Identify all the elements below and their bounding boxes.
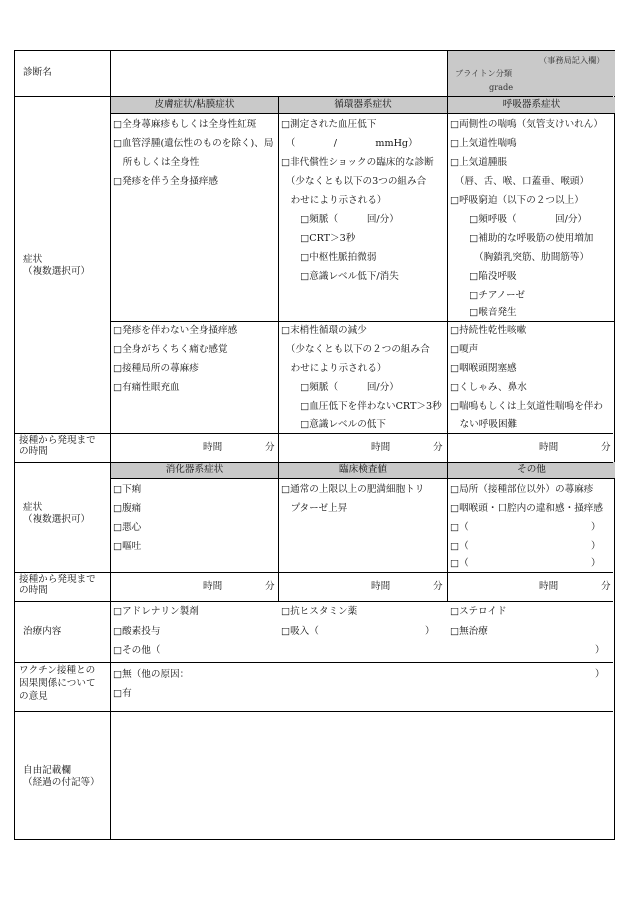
other-close-paren: ） xyxy=(591,558,601,569)
onset-hour-unit: 時間 xyxy=(539,581,559,592)
other-item[interactable]: □咽喉頭・口腔内の違和感・掻痒感 xyxy=(450,503,603,514)
skin-minor-item[interactable]: □全身がちくちく痛む感覚 xyxy=(113,344,228,355)
resp-major-item[interactable]: □呼吸窮迫（以下の２つ以上） xyxy=(450,195,584,206)
symptoms-label xyxy=(23,254,111,278)
treatment-inhalation-close: ） xyxy=(425,626,435,637)
grade-label: grade xyxy=(489,82,514,92)
circ-major-item[interactable]: □非代償性ショックの臨床的な診断 xyxy=(281,157,434,168)
other-close-paren: ） xyxy=(591,541,601,552)
treatment-other-close: ） xyxy=(595,645,605,656)
skin-major-item[interactable]: □発疹を伴う全身掻痒感 xyxy=(113,176,219,187)
treatment-antihistamine[interactable]: □抗ヒスタミン薬 xyxy=(281,606,358,617)
causality-none[interactable]: □無（他の原因： xyxy=(113,669,190,680)
onset-minute-unit: 分 xyxy=(601,581,611,592)
header-respiratory: 呼吸器系症状 xyxy=(502,99,561,110)
treatment-none[interactable]: □無治療 xyxy=(450,626,488,637)
resp-minor-item[interactable]: □嗄声 xyxy=(450,344,479,355)
resp-major-item[interactable]: □頻呼吸（ 回/分） xyxy=(450,214,588,225)
other-item[interactable]: □（ xyxy=(450,541,469,552)
resp-major-item: （胸鎖乳突筋、肋間筋等） xyxy=(450,252,590,263)
resp-minor-item[interactable]: □喘鳴もしくは上気道性喘鳴を伴わ xyxy=(450,401,603,412)
circ-major-item: わせにより示される） xyxy=(281,195,387,206)
treatment-steroid[interactable]: □ステロイド xyxy=(450,606,507,617)
treatment-inhalation[interactable]: □吸入（ xyxy=(281,626,319,637)
header-gi: 消化器系症状 xyxy=(165,464,224,475)
skin-major-item[interactable]: □全身蕁麻疹もしくは全身性紅斑 xyxy=(113,119,257,130)
onset-hour-unit: 時間 xyxy=(203,581,223,592)
resp-major-item[interactable]: □喉音発生 xyxy=(450,307,517,318)
treatment-other[interactable]: □その他（ xyxy=(113,645,161,656)
onset-hour-unit: 時間 xyxy=(203,442,223,453)
circ-major-item: （ / mmHg） xyxy=(281,138,418,149)
circ-major-item: （少なくとも以下の3つの組み合 xyxy=(281,176,427,187)
diagnosis-label: 診断名 xyxy=(23,67,52,78)
header-lab: 臨床検査値 xyxy=(339,464,387,475)
resp-minor-item: ない呼吸困難 xyxy=(450,419,518,430)
skin-minor-item[interactable]: □接種局所の蕁麻疹 xyxy=(113,363,199,374)
treatment-label: 治療内容 xyxy=(23,626,62,637)
gi-item[interactable]: □腹痛 xyxy=(113,503,142,514)
circ-major-item[interactable]: □頻脈（ 回/分） xyxy=(281,214,399,225)
rule xyxy=(111,321,614,322)
circ-major-item[interactable]: □測定された血圧低下 xyxy=(281,119,377,130)
rule xyxy=(15,433,613,434)
causality-label-line: の意見 xyxy=(19,691,48,702)
rule xyxy=(111,478,614,479)
header-circulatory: 循環器系症状 xyxy=(334,99,392,110)
onset-label-line: 接種から発現まで xyxy=(19,435,96,446)
symptoms-label-line: （複数選択可） xyxy=(23,266,91,277)
header-other: その他 xyxy=(517,464,546,475)
symptoms-label-2 xyxy=(23,502,111,526)
gi-item[interactable]: □下痢 xyxy=(113,484,142,495)
onset-hour-unit: 時間 xyxy=(539,442,559,453)
resp-major-item[interactable]: □上気道腫脹 xyxy=(450,157,508,168)
onset-minute-unit: 分 xyxy=(265,581,275,592)
treatment-adrenaline[interactable]: □アドレナリン製剤 xyxy=(113,606,199,617)
causality-none-close: ） xyxy=(595,669,605,680)
rule xyxy=(447,51,448,96)
symptoms-label-line: 症状 xyxy=(23,254,43,265)
rule xyxy=(278,97,279,462)
lab-item: プターゼ上昇 xyxy=(281,503,348,514)
onset-minute-unit: 分 xyxy=(265,442,275,453)
free-text-label xyxy=(23,765,111,789)
onset-label xyxy=(19,435,111,457)
resp-minor-item[interactable]: □くしゃみ、鼻水 xyxy=(450,382,527,393)
free-text-area[interactable] xyxy=(112,713,612,837)
symptoms-label-line: 症状 xyxy=(23,502,43,513)
other-item[interactable]: □（ xyxy=(450,522,469,533)
resp-major-item: （唇、舌、喉、口蓋垂、喉頭） xyxy=(450,176,590,187)
skin-major-item[interactable]: □血管浮腫(遺伝性のものを除く)、局 xyxy=(113,138,274,149)
circ-minor-item[interactable]: □意識レベルの低下 xyxy=(281,419,387,430)
resp-minor-item[interactable]: □持続性乾性咳嗽 xyxy=(450,325,527,336)
office-use-note: （事務局記入欄） xyxy=(539,55,605,65)
rule xyxy=(15,601,613,602)
rule xyxy=(278,462,279,601)
gi-item[interactable]: □悪心 xyxy=(113,522,142,533)
skin-minor-item[interactable]: □発疹を伴わない全身掻痒感 xyxy=(113,325,238,336)
lab-item[interactable]: □通常の上限以上の肥満細胞トリ xyxy=(281,484,425,495)
causality-label xyxy=(19,664,111,703)
other-item[interactable]: □局所（接種部位以外）の蕁麻疹 xyxy=(450,484,594,495)
circ-major-item[interactable]: □意識レベル低下/消失 xyxy=(281,271,399,282)
rule xyxy=(15,572,613,573)
onset-minute-unit: 分 xyxy=(601,442,611,453)
causality-label-line: ワクチン接種との xyxy=(19,665,96,676)
skin-major-item: 所もしくは全身性 xyxy=(113,157,200,168)
causality-yes[interactable]: □有 xyxy=(113,688,132,699)
onset-minute-unit: 分 xyxy=(433,581,443,592)
reaction-report-form xyxy=(14,50,615,840)
circ-minor-item[interactable]: □血圧低下を伴わないCRT＞3秒 xyxy=(281,401,442,412)
circ-minor-item: （少なくとも以下の２つの組み合 xyxy=(281,344,430,355)
onset-hour-unit: 時間 xyxy=(371,442,391,453)
rule xyxy=(15,662,613,663)
onset-hour-unit: 時間 xyxy=(371,581,391,592)
other-close-paren: ） xyxy=(591,522,601,533)
other-item[interactable]: □（ xyxy=(450,558,469,569)
symptoms-label-line: （複数選択可） xyxy=(23,514,91,525)
rule xyxy=(15,711,613,712)
resp-major-item[interactable]: □補助的な呼吸筋の使用増加 xyxy=(450,233,594,244)
onset-label-line: の時間 xyxy=(19,446,48,457)
circ-major-item[interactable]: □CRT＞3秒 xyxy=(281,233,356,244)
onset-label-2 xyxy=(19,574,111,596)
rule xyxy=(447,462,448,601)
resp-major-item[interactable]: □両側性の喘鳴（気管支けいれん） xyxy=(450,119,603,130)
free-text-label-line: （経過の付記等） xyxy=(23,777,100,788)
circ-minor-item[interactable]: □末梢性循環の減少 xyxy=(281,325,367,336)
rule xyxy=(111,113,614,114)
brighton-label: ブライトン分類 xyxy=(455,68,513,78)
resp-major-item[interactable]: □チアノーゼ xyxy=(450,290,525,301)
header-skin: 皮膚症状/粘膜症状 xyxy=(154,99,235,110)
onset-minute-unit: 分 xyxy=(433,442,443,453)
rule xyxy=(447,97,448,462)
resp-minor-item[interactable]: □咽喉頭閉塞感 xyxy=(450,363,517,374)
circ-minor-item: わせにより示される） xyxy=(281,363,387,374)
onset-label-line: 接種から発現まで xyxy=(19,574,96,585)
free-text-label-line: 自由記載欄 xyxy=(23,765,71,776)
skin-minor-item[interactable]: □有痛性眼充血 xyxy=(113,382,180,393)
causality-label-line: 因果関係について xyxy=(19,678,96,689)
treatment-oxygen[interactable]: □酸素投与 xyxy=(113,626,161,637)
circ-minor-item[interactable]: □頻脈（ 回/分） xyxy=(281,382,399,393)
resp-major-item[interactable]: □上気道性喘鳴 xyxy=(450,138,517,149)
gi-item[interactable]: □嘔吐 xyxy=(113,541,142,552)
resp-major-item[interactable]: □陥没呼吸 xyxy=(450,271,517,282)
circ-major-item[interactable]: □中枢性脈拍微弱 xyxy=(281,252,377,263)
onset-label-line: の時間 xyxy=(19,585,48,596)
